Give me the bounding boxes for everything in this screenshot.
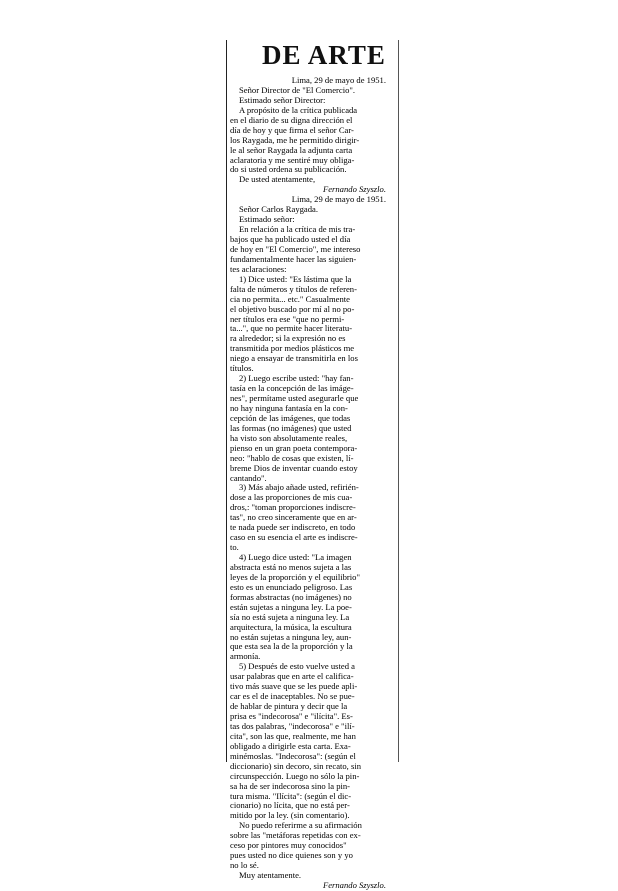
article-line: neo: "hablo de cosas que existen, lí-	[230, 453, 354, 463]
article-line: arquitectura, la música, la escultura	[230, 622, 352, 632]
article-line: niego a ensayar de transmitirla en los	[230, 354, 358, 364]
article-line: Lima, 29 de mayo de 1951.	[291, 195, 386, 205]
article-line: Señor Carlos Raygada.	[239, 205, 318, 215]
article-line: minémoslas. "Indecorosa": (según el	[230, 751, 356, 761]
article-line: las formas (no imágenes) que usted	[230, 423, 352, 433]
article-line: en el diario de su digna dirección el	[230, 115, 353, 125]
article-line: que esta sea la de la proporción y la	[230, 642, 353, 652]
article-line: esto es un enunciado peligroso. Las	[230, 582, 353, 592]
article-line: abstracta está no menos sujeta a las	[230, 562, 352, 572]
article-line: 1) Dice usted: "Es lástima que la	[239, 274, 352, 284]
article-line: circunspección. Luego no sólo la pin-	[230, 771, 360, 781]
article-line: pienso en un gran poeta contempora-	[230, 443, 358, 453]
article-line: día de hoy y que firma el señor Car-	[230, 125, 354, 135]
article-line: usar palabras que en arte el califica-	[230, 672, 354, 682]
article-line: no lo sé.	[230, 861, 259, 871]
article-body	[230, 76, 398, 891]
article-line: te nada puede ser indiscreto, en todo	[230, 523, 356, 533]
article-line: dros,: "toman proporciones indiscre-	[230, 503, 356, 513]
article-line: fundamentalmente hacer las siguien-	[230, 254, 357, 264]
article-line: Fernando Szyszlo.	[322, 185, 386, 195]
article-line: de hablar de pintura y decir que la	[230, 702, 348, 712]
article-line: car es el de inaceptables. No se pue-	[230, 692, 355, 702]
article-line: do si usted ordena su publicación.	[230, 165, 347, 175]
article-line: No puedo referirme a su afirmación	[239, 821, 362, 831]
article-line: 4) Luego dice usted: "La imagen	[239, 553, 352, 562]
article-line: armonía.	[230, 652, 261, 662]
article-line: Muy atentamente.	[239, 871, 302, 880]
article-line: mitido por la ley. (sin comentario).	[230, 811, 350, 821]
article-line: cionario) no lícita, que no está per-	[230, 801, 350, 811]
article-line: pues usted no dice quienes son y yo	[230, 851, 353, 861]
article-line: cia no permita... etc." Casualmente	[230, 294, 350, 304]
article-line: Lima, 29 de mayo de 1951.	[291, 76, 386, 85]
article-line: A propósito de la crítica publicada	[239, 105, 358, 115]
article-line: títulos.	[230, 364, 254, 374]
article-line: falta de números y títulos de referen-	[230, 284, 357, 294]
clipping-right-border	[398, 40, 399, 762]
article-line: 2) Luego escribe usted: "hay fan-	[239, 374, 354, 384]
article-line: Señor Director de "El Comercio".	[239, 85, 356, 95]
article-line: no están sujetas a ninguna ley, aun-	[230, 632, 352, 642]
article-line: ra alrededor; si la expresión no es	[230, 334, 346, 344]
article-line: están sujetas a ninguna ley. La poe-	[230, 602, 352, 612]
article-line: breme Dios de inventar cuando estoy	[230, 463, 358, 473]
article-line: cantando".	[230, 473, 267, 483]
article-line: sobre las "metáforas repetidas con ex-	[230, 831, 361, 841]
article-line: 3) Más abajo añade usted, refirién-	[239, 483, 359, 493]
article-line: to.	[230, 543, 239, 553]
article-line: dose a las proporciones de mis cua-	[230, 493, 353, 503]
article-line: Fernando Szyszlo.	[322, 880, 386, 890]
article-line: ta...", que no permite hacer literatu-	[230, 324, 353, 334]
article-line: el objetivo buscado por mí al no po-	[230, 304, 355, 314]
article-line: De usted atentamente,	[239, 175, 316, 185]
article-line: sía no está sujeta a ninguna ley. La	[230, 612, 350, 622]
article-line: bajos que ha publicado usted el día	[230, 235, 351, 244]
article-line: En relación a la crítica de mis tra-	[239, 225, 356, 235]
clipping-left-border	[226, 40, 227, 762]
article-line: tasía en la concepción de las imáge-	[230, 384, 354, 394]
article-line: ner títulos era ese "que no permi-	[230, 314, 345, 324]
article-line: tura misma. "Ilícita": (según el dic-	[230, 791, 352, 801]
article-line: nes", permítame usted asegurarle que	[230, 394, 359, 403]
article-line: leyes de la proporción y el equilibrio"	[230, 572, 360, 582]
article-line: formas abstractas (no imágenes) no	[230, 592, 352, 602]
article-line: transmitida por medios plásticos me	[230, 344, 355, 354]
article-line: tas dos palabras, "indecorosa" e "ilí-	[230, 721, 355, 731]
article-line: sa ha de ser indecorosa sino la pin-	[230, 781, 351, 791]
article-line: caso en su esencia el arte es indiscre-	[230, 533, 358, 543]
article-line: ceso por pintores muy conocidos"	[230, 841, 347, 851]
article-line: los Raygada, me he permitido dirigir-	[230, 135, 360, 145]
article-line: Estimado señor Director:	[239, 95, 326, 105]
article-line: ha visto son absolutamente reales,	[230, 433, 348, 443]
article-line: cita", son las que, realmente, me han	[230, 731, 356, 741]
article-line: Estimado señor:	[239, 215, 295, 225]
article-line: prisa es "indecorosa" e "ilícita". Es-	[230, 712, 353, 721]
article-line: no hay ninguna fantasía en la con-	[230, 403, 348, 413]
article-line: 5) Después de esto vuelve usted a	[239, 662, 355, 672]
article-line: diccionario) sin decoro, sin recato, sin	[230, 761, 362, 771]
article-line: tas", no creo sinceramente que en ar-	[230, 513, 357, 523]
article-line: tes aclaraciones:	[230, 264, 287, 274]
article-line: tivo más suave que se les puede apli-	[230, 682, 358, 692]
article-line: de hoy en "El Comercio", me intereso	[230, 244, 361, 254]
article-line: aclaratoria y me sentiré muy obliga-	[230, 155, 355, 165]
article-line: le al señor Raygada la adjunta carta	[230, 145, 353, 155]
article-title: DE ARTE	[262, 40, 386, 70]
article-line: cepción de las imágenes, que todas	[230, 413, 351, 423]
article-line: obligado a dirigirle esta carta. Exa-	[230, 741, 351, 751]
